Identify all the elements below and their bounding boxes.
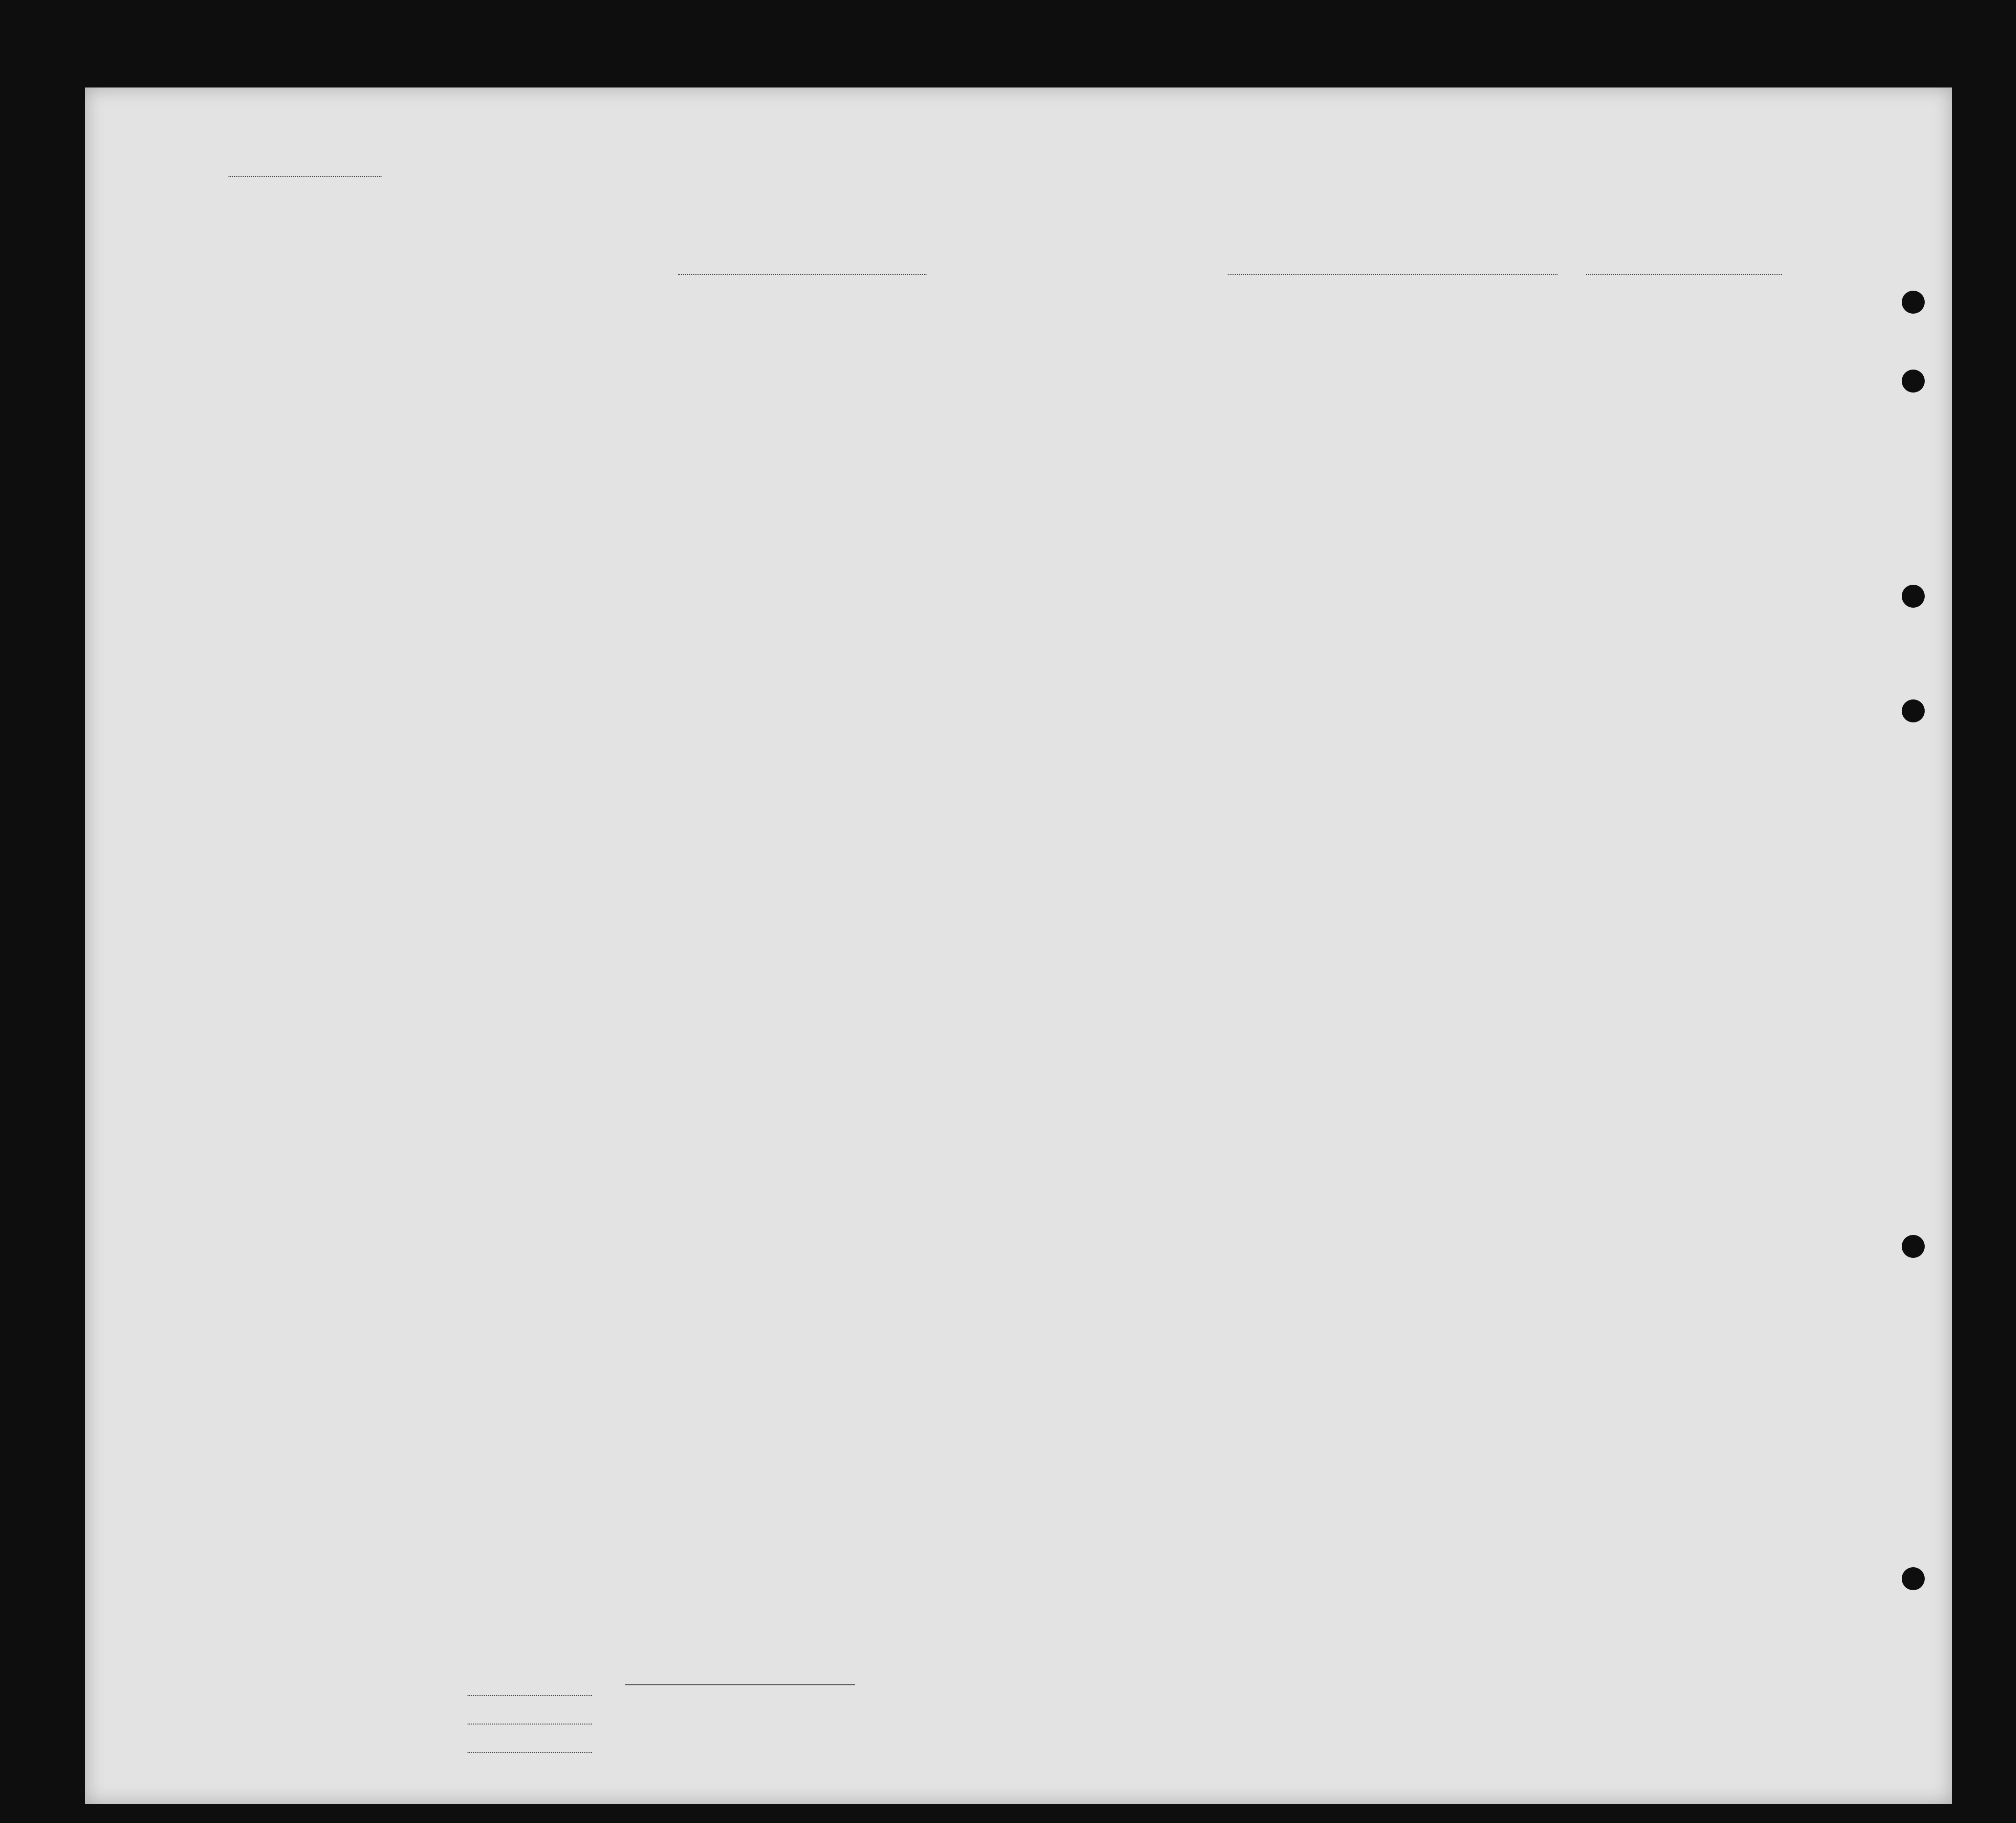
punch-hole (1902, 699, 1925, 722)
punch-hole (1902, 1567, 1925, 1590)
punch-hole (1902, 585, 1925, 608)
punch-hole (1902, 1235, 1925, 1258)
port-underline (1228, 274, 1558, 275)
manifest-sheet (85, 87, 1952, 1804)
signature-line (625, 1684, 855, 1685)
table-grid (85, 87, 1952, 1804)
list-underline (229, 176, 381, 177)
date-underline (1586, 274, 1782, 275)
aliens-line (468, 1752, 592, 1753)
punch-hole (1902, 370, 1925, 393)
ship-underline (678, 274, 926, 275)
total-passengers-line (468, 1695, 592, 1696)
us-citizens-line (468, 1724, 592, 1725)
punch-hole (1902, 291, 1925, 314)
